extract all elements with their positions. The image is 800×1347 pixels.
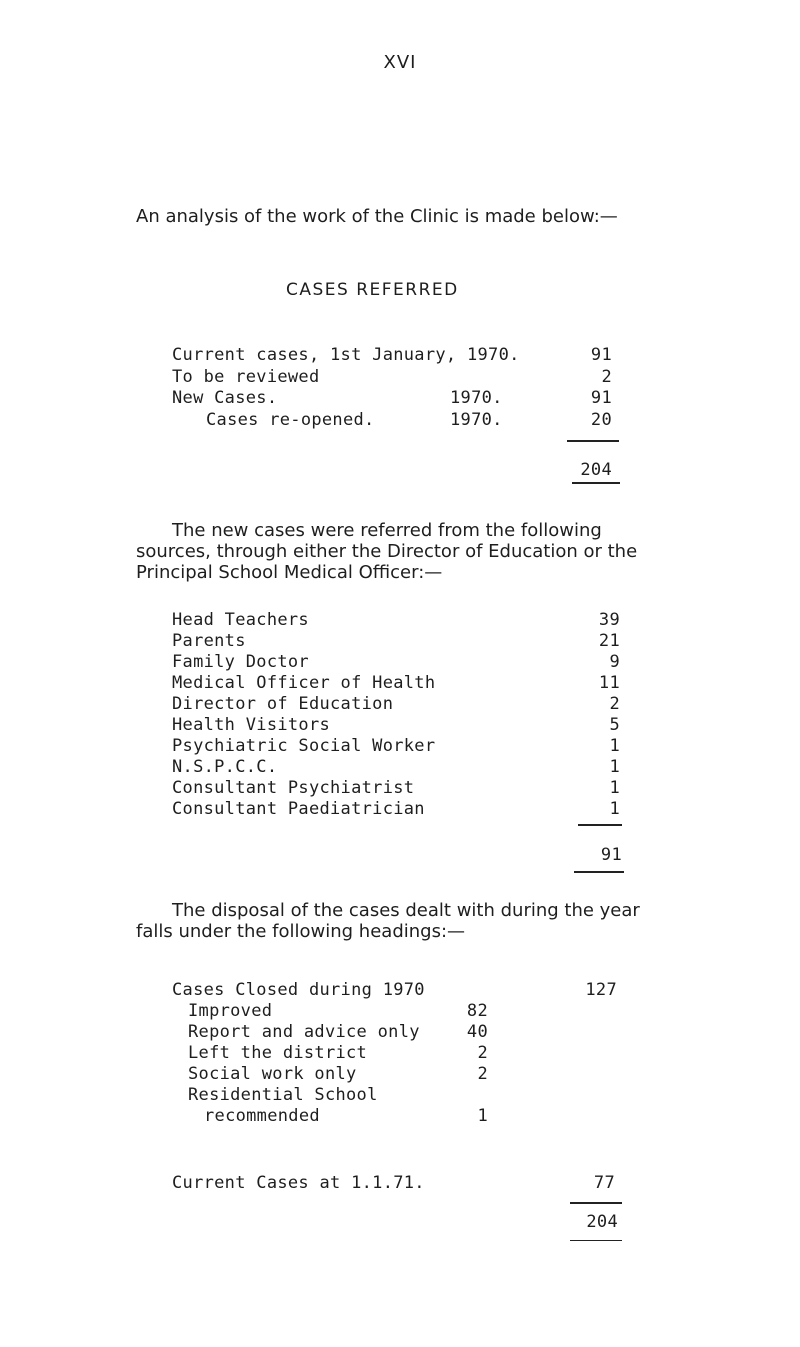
row-value: 5	[609, 715, 620, 735]
row-value: 1	[609, 757, 620, 777]
intro-text: An analysis of the work of the Clinic is made below:—	[136, 206, 618, 227]
row-value: 11	[598, 673, 620, 693]
row-value: 9	[609, 652, 620, 672]
current-value: 77	[593, 1173, 615, 1193]
paragraph-line: The new cases were referred from the following	[172, 520, 602, 541]
breakdown-label: Improved	[188, 1001, 273, 1021]
row-label: Family Doctor	[172, 652, 309, 672]
sum-rule	[567, 440, 619, 442]
breakdown-label: recommended	[204, 1106, 320, 1126]
breakdown-label: Left the district	[188, 1043, 368, 1063]
row-label: Medical Officer of Health	[172, 673, 436, 693]
total-value: 204	[580, 460, 612, 480]
cases-referred-heading: CASES REFERRED	[286, 280, 459, 300]
breakdown-value: 2	[477, 1064, 488, 1084]
row-label: To be reviewed	[172, 367, 320, 387]
total-underline	[570, 1240, 622, 1241]
page-number: XVI	[383, 52, 417, 73]
total-value: 91	[600, 845, 622, 865]
row-label: Consultant Psychiatrist	[172, 778, 415, 798]
paragraph-line: sources, through either the Director of Education or the	[136, 541, 638, 562]
total-underline	[572, 482, 620, 484]
row-value: 21	[598, 631, 620, 651]
breakdown-value: 1	[477, 1106, 488, 1126]
row-value: 91	[590, 345, 612, 365]
row-label: Current cases, 1st January, 1970.	[172, 345, 520, 365]
row-label: Director of Education	[172, 694, 394, 714]
row-label: Health Visitors	[172, 715, 331, 735]
breakdown-label: Residential School	[188, 1085, 378, 1105]
row-label: Cases re-opened.	[206, 410, 375, 430]
row-value: 2	[601, 367, 612, 387]
row-value: 39	[598, 610, 620, 630]
row-label: N.S.P.C.C.	[172, 757, 278, 777]
closed-total: 127	[585, 980, 617, 1000]
total-underline	[574, 871, 624, 873]
sum-rule	[578, 824, 622, 826]
breakdown-value: 2	[477, 1043, 488, 1063]
breakdown-label: Report and advice only	[188, 1022, 420, 1042]
row-label: New Cases.	[172, 388, 278, 408]
row-value: 1	[609, 778, 620, 798]
paragraph-line: falls under the following headings:—	[136, 921, 466, 942]
breakdown-value: 82	[466, 1001, 488, 1021]
grand-total: 204	[586, 1212, 618, 1232]
paragraph-line: The disposal of the cases dealt with during the year	[172, 900, 640, 921]
closed-label: Cases Closed during 1970	[172, 980, 425, 1000]
sum-rule	[570, 1202, 622, 1204]
breakdown-value: 40	[466, 1022, 488, 1042]
current-label: Current Cases at 1.1.71.	[172, 1173, 425, 1193]
paragraph-line: Principal School Medical Officer:—	[136, 562, 443, 583]
row-value: 1	[609, 799, 620, 819]
row-label: Parents	[172, 631, 246, 651]
row-value: 20	[590, 410, 612, 430]
row-label: Head Teachers	[172, 610, 309, 630]
row-year: 1970.	[450, 410, 503, 430]
row-value: 1	[609, 736, 620, 756]
row-label: Consultant Paediatrician	[172, 799, 425, 819]
row-label: Psychiatric Social Worker	[172, 736, 436, 756]
row-value: 2	[609, 694, 620, 714]
row-value: 91	[590, 388, 612, 408]
row-year: 1970.	[450, 388, 503, 408]
breakdown-label: Social work only	[188, 1064, 357, 1084]
